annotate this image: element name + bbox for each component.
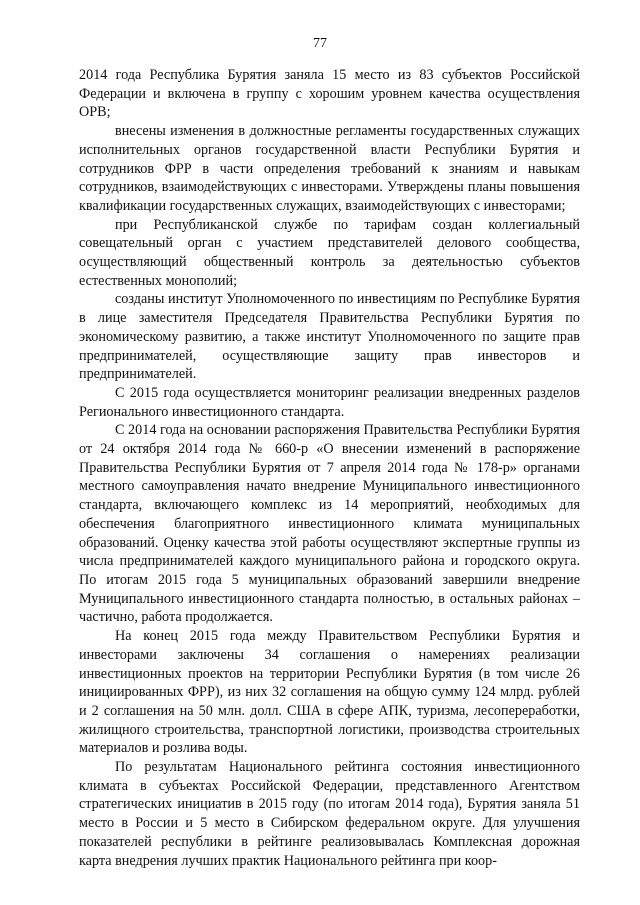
paragraph-job-regulations: внесены изменения в должностные регламенты государственных служащих исполнительных органов государственной власти Республики Бурятия и сотрудников ФРР в части определения требований к знаниям и навыкам сотрудников, взаимодействующих с инвесторами. Утверждены планы повышения квалификации государственных служащих, взаимодействующих с инвесторами; [79, 123, 580, 214]
paragraph-monitoring: С 2015 года осуществляется мониторинг реализации внедренных разделов Регионального инвестиционного стандарта. [79, 384, 580, 420]
paragraph-national-rating: По результатам Национального рейтинга состояния инвестиционного климата в субъектах Российской Федерации, представленного Агентством стратегических инициатив в 2015 году (по итогам 2014 года), Бурятия заняла 51 место в России и 5 место в Сибирском федеральном округе. Для улучшения показателей республики в рейтинге реализовывалась Комплексная дорожная карта внедрения лучших практик Национального рейтинга при коор- [79, 759, 580, 869]
paragraph-municipal-standard: С 2014 года на основании распоряжения Правительства Республики Бурятия от 24 октября 2014 года № 660-р «О внесении изменений в распоряжение Правительства Республики Бурятия от 7 апреля 2014 года № 178-р» органами местного самоуправления начато внедрение Муниципального инвестиционного стандарта, включающего комплекс из 14 мероприятий, необходимых для обеспечения благоприятного инвестиционного климата муниципальных образований. Оценку качества этой работы осуществляют экспертные группы из числа предпринимателей каждого муниципального района и городского округа. По итогам 2015 года 5 муниципальных образований завершили внедрение Муниципального инвестиционного стандарта полностью, в остальных районах – частично, работа продолжается. [79, 422, 580, 626]
document-body [79, 66, 580, 870]
paragraph-tariff-service: при Республиканской службе по тарифам создан коллегиальный совещательный орган с участием представителей делового сообщества, осуществляющий общественный контроль за деятельностью субъектов естественных монополий; [79, 216, 580, 289]
paragraph-orv-rating: 2014 года Республика Бурятия заняла 15 место из 83 субъектов Российской Федерации и включена в группу с хорошим уровнем качества осуществления ОРВ; [79, 67, 580, 121]
paragraph-investment-agreements: На конец 2015 года между Правительством Республики Бурятия и инвесторами заключены 34 соглашения о намерениях реализации инвестиционных проектов на территории Республики Бурятия (в том числе 26 инициированных ФРР), из них 32 соглашения на общую сумму 124 млрд. рублей и 2 соглашения на 50 млн. долл. США в сфере АПК, туризма, лесопереработки, жилищного строительства, транспортной логистики, производства строительных материалов и розлива воды. [79, 628, 580, 757]
paragraph-investment-ombudsman: созданы институт Уполномоченного по инвестициям по Республике Бурятия в лице заместителя Председателя Правительства Республики Бурятия по экономическому развитию, а также институт Уполномоченного по защите прав предпринимателей, осуществляющие защиту прав инвесторов и предпринимателей. [79, 291, 580, 383]
page-number: 77 [313, 36, 327, 51]
